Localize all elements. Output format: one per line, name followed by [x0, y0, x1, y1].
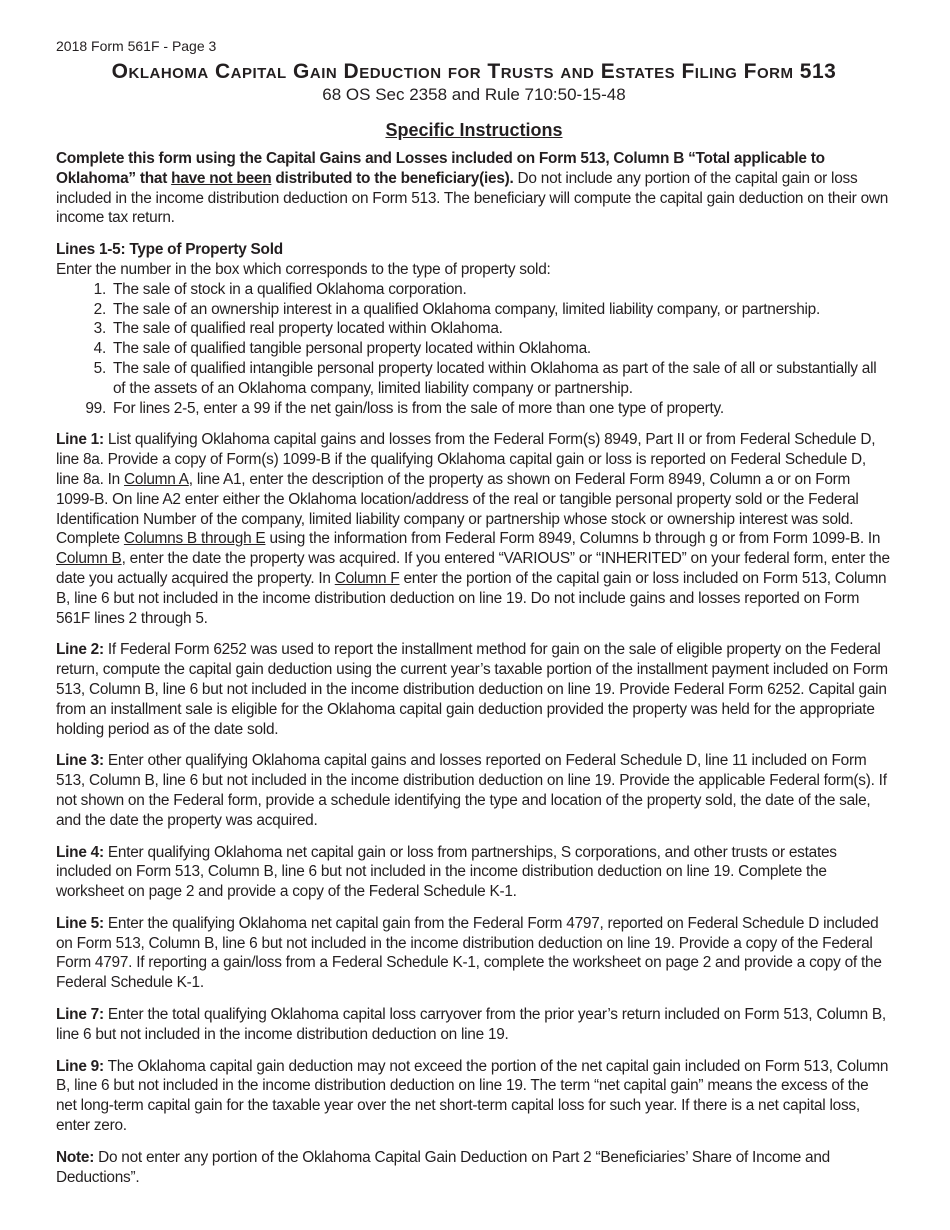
page-title: Oklahoma Capital Gain Deduction for Trusts and Estates Filing Form 513	[111, 60, 837, 83]
statute-reference: 68 OS Sec 2358 and Rule 710:50-15-48	[322, 85, 626, 104]
item-number: 1.	[93, 280, 106, 298]
item-number: 2.	[93, 300, 106, 318]
text-run: , line A1, enter the description of the property as shown on Federal Form 8949, Column a or on Form 1099-B. On line A2 enter either the Oklahoma location/address of the real or tangible personal property sold or the Federal Identification Number of the company, limited liability company or partnership whose stock or ownership interest was sold. Complete	[56, 470, 859, 548]
item-number: 4.	[93, 340, 106, 358]
text-run: Enter other qualifying Oklahoma capital gains and losses reported on Federal Schedule D, line 11 included on Form 513, Column B, line 6 but not included in the income distribution deduction on line 19. Provide the applicable Federal form(s). If not shown on the Federal form, provide a schedule identifying the type and location of the property sold, the date of the sale, and the date the property was acquired.	[56, 752, 887, 829]
list-item	[56, 280, 892, 300]
list-item	[56, 359, 892, 399]
text-run: Enter the total qualifying Oklahoma capital loss carryover from the prior year’s return included on Form 513, Column B, line 6 but not included in the income distribution deduction on line 19.	[56, 1006, 886, 1043]
line-label: Line 7:	[56, 1006, 104, 1024]
underlined-term: Column A	[124, 470, 189, 488]
intro-text: Do not include any portion of the capital gain or loss included in the income distribution deduction on Form 513. The beneficiary will compute the capital gain deduction on their own income tax return.	[56, 169, 889, 227]
item-number: 3.	[93, 320, 106, 338]
section-heading: Specific Instructions	[385, 120, 563, 140]
text-run: Enter qualifying Oklahoma net capital gain or loss from partnerships, S corporations, and other trusts or estates included on Form 513, Column B, line 6 but not included in the income distribution deduction on line 19. Complete the worksheet on page 2 and provide a copy of the Federal Schedule K-1.	[56, 843, 837, 901]
text-run: If Federal Form 6252 was used to report the installment method for gain on the sale of eligible property on the Federal return, compute the capital gain deduction using the current year’s taxable portion of the installment payment included on Form 513, Column B, line 6 but not included in the income distribution deduction on line 19. Provide Federal Form 6252. Capital gain from an installment sale is eligible for the Oklahoma capital gain deduction provided the property was held for the appropriate holding period as of the date sold.	[56, 641, 888, 738]
page-label: 2018 Form 561F - Page 3	[56, 38, 217, 54]
item-text: The sale of stock in a qualified Oklahoma corporation.	[113, 280, 467, 298]
intro-underline: have not been	[171, 169, 272, 187]
text-run: , enter the date the property was acquired. If you entered “VARIOUS” or “INHERITED” on your federal form, enter the date you actually acquired the property. In	[56, 550, 890, 587]
item-number: 5.	[93, 359, 106, 377]
line-3-instructions	[56, 751, 892, 830]
item-number: 99.	[85, 399, 106, 417]
list-item	[56, 339, 892, 359]
line-label: Line 3:	[56, 752, 104, 770]
line-4-instructions	[56, 843, 892, 902]
item-text: The sale of qualified tangible personal property located within Oklahoma.	[113, 340, 591, 358]
underlined-term: Columns B through E	[123, 530, 266, 548]
heading-text: Lines 1-5: Type of Property Sold	[56, 241, 283, 259]
lines-1-5-lead: Enter the number in the box which corresponds to the type of property sold:	[56, 260, 551, 278]
item-text: For lines 2-5, enter a 99 if the net gain/loss is from the sale of more than one type of property.	[113, 399, 724, 417]
note-label: Note:	[56, 1148, 95, 1166]
text-run: enter the portion of the capital gain or loss included on Form 513, Column B, line 6 but not included in the income distribution deduction on line 19. Do not include gains and losses reported on Form 561F lines 2 through 5.	[56, 569, 887, 627]
intro-bold: Complete this form using the Capital Gains and Losses included on Form 513, Column B “Total applicable to Oklahoma” that	[56, 150, 825, 187]
intro-bold-2: distributed to the beneficiary(ies).	[271, 169, 514, 187]
list-item	[56, 300, 892, 320]
line-label: Line 5:	[56, 914, 104, 932]
item-text: The sale of qualified real property located within Oklahoma.	[113, 320, 503, 338]
lines-1-5-heading	[56, 240, 892, 260]
text-run: List qualifying Oklahoma capital gains and losses from the Federal Form(s) 8949, Part II or from Federal Schedule D, line 8a. Provide a copy of Form(s) 1099-B if the qualifying Oklahoma capital gain or loss is reported on Federal Schedule D, line 8a. In	[56, 431, 876, 488]
line-7-instructions	[56, 1005, 892, 1045]
list-item	[56, 399, 892, 419]
item-text: The sale of qualified intangible personal property located within Oklahoma as part of the sale of all or substantially all of the assets of an Oklahoma company, limited liability company or partnership.	[113, 359, 877, 397]
line-1-instructions	[56, 430, 892, 628]
line-label: Line 9:	[56, 1057, 104, 1075]
intro-paragraph	[56, 149, 892, 228]
list-item	[56, 319, 892, 339]
document-page	[56, 38, 892, 1199]
line-5-instructions	[56, 914, 892, 993]
line-9-instructions	[56, 1057, 892, 1136]
item-text: The sale of an ownership interest in a qualified Oklahoma company, limited liability company, or partnership.	[113, 300, 821, 318]
line-label: Line 1:	[56, 431, 104, 449]
line-label: Line 2:	[56, 641, 104, 659]
line-label: Line 4:	[56, 843, 104, 861]
note	[56, 1148, 892, 1188]
text-run: using the information from Federal Form 8949, Columns b through g or from Form 1099-B. In	[265, 530, 881, 548]
text-run: Enter the qualifying Oklahoma net capital gain from the Federal Form 4797, reported on Federal Schedule D included on Form 513, Column B, line 6 but not included in the income distribution deduction on line 19. Provide a copy of the Federal Form 4797. If reporting a gain/loss from a Federal Schedule K-1, complete the worksheet on page 2 and provide a copy of the Federal Schedule K-1.	[56, 914, 882, 992]
text-run: The Oklahoma capital gain deduction may not exceed the portion of the net capital gain included on Form 513, Column B, line 6 but not included in the income distribution deduction on line 19. The term “net capital gain” means the excess of the net long-term capital gain for the taxable year over the net short-term capital loss for such year. If there is a net capital loss, enter zero.	[56, 1057, 889, 1135]
underlined-term: Column F	[334, 569, 400, 587]
text-run: Do not enter any portion of the Oklahoma Capital Gain Deduction on Part 2 “Beneficiaries’ Share of Income and Deductions”.	[56, 1148, 830, 1186]
underlined-term: Column B	[56, 550, 122, 568]
property-type-list	[56, 280, 892, 419]
line-2-instructions	[56, 640, 892, 739]
